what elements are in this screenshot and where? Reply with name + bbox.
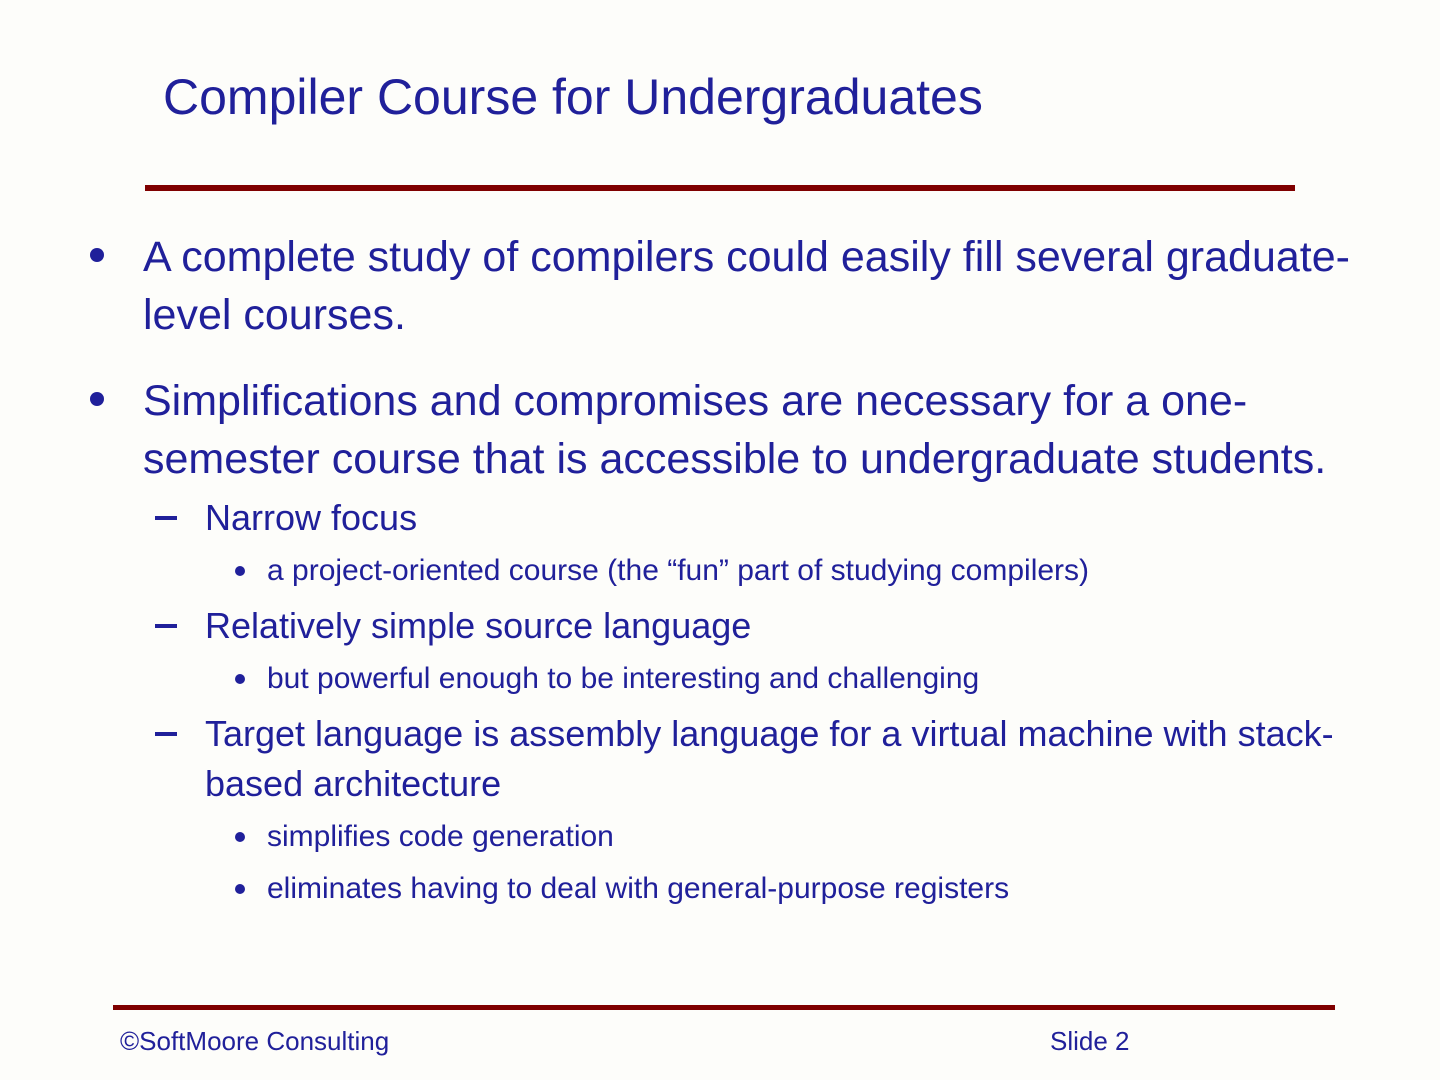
sub-bullet-item [0,493,1368,543]
sub-sub-bullet-text: but powerful enough to be interesting and challenging [267,662,980,695]
sub-bullet-item [0,709,1368,809]
slide-body [0,228,1368,919]
sub-bullet-item [0,601,1368,651]
sub-sub-bullet-item [0,815,1368,859]
dash-bullet-icon [155,732,177,736]
bullet-dot-icon [235,674,245,684]
title-divider-rule [145,185,1295,191]
footer-slide-number: Slide 2 [1050,1026,1130,1056]
bullet-dot-icon [235,884,245,894]
bullet-dot-icon [90,392,104,406]
slide-title: Compiler Course for Undergraduates [163,69,983,125]
bullet-dot-icon [235,566,245,576]
bullet-item [0,372,1368,488]
dash-bullet-icon [155,516,177,520]
sub-bullet-text: Narrow focus [205,497,418,538]
footer-copyright: ©SoftMoore Consulting [120,1026,390,1056]
sub-bullet-text: Target language is assembly language for a virtual machine with stack-based architecture [205,713,1334,804]
sub-sub-bullet-text: simplifies code generation [267,820,614,853]
sub-bullet-text: Relatively simple source language [205,605,752,646]
sub-sub-bullet-item [0,549,1368,593]
footer-divider-rule [113,1005,1335,1010]
sub-sub-bullet-item [0,867,1368,911]
sub-sub-bullet-item [0,657,1368,701]
bullet-dot-icon [90,248,104,262]
sub-sub-bullet-text: a project-oriented course (the “fun” part of studying compilers) [267,554,1090,587]
sub-sub-bullet-text: eliminates having to deal with general-purpose registers [267,872,1010,905]
bullet-text: Simplifications and compromises are necessary for a one-semester course that is accessible to undergraduate students. [143,377,1327,483]
bullet-dot-icon [235,832,245,842]
bullet-text: A complete study of compilers could easily fill several graduate-level courses. [143,233,1350,339]
dash-bullet-icon [155,624,177,628]
bullet-item [0,228,1368,344]
